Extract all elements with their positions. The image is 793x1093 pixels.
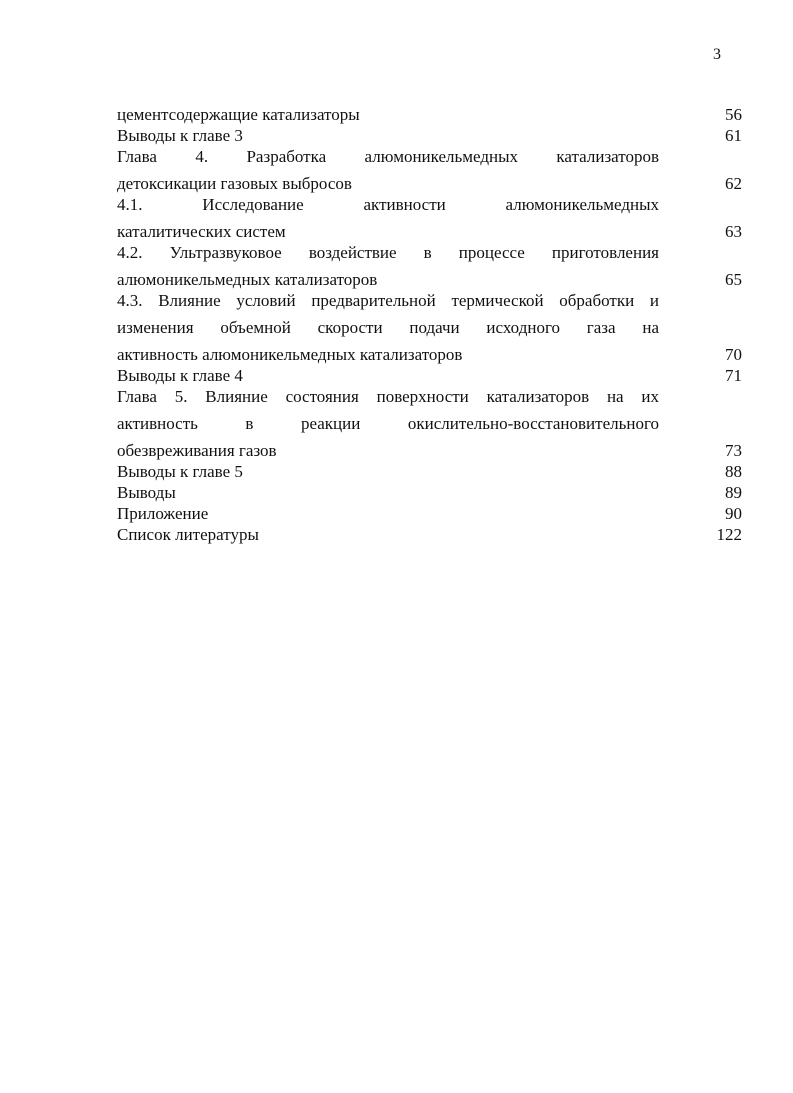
toc-entry-line: Глава 4. Разработка алюмоникельмедных катализаторов xyxy=(117,147,659,166)
toc-entry xyxy=(117,386,742,461)
toc-entry-line: Выводы к главе 5 xyxy=(117,462,243,481)
toc-entry xyxy=(117,104,742,125)
toc-entry-line: Выводы к главе 3 xyxy=(117,126,243,145)
toc-entry-line: активность в реакции окислительно-восстановительного xyxy=(117,414,659,433)
toc-entry-page: 89 xyxy=(725,483,742,502)
toc-entry-line: Выводы к главе 4 xyxy=(117,366,243,385)
toc-entry xyxy=(117,524,742,545)
toc-entry-page: 90 xyxy=(725,504,742,523)
table-of-contents xyxy=(117,104,742,545)
toc-entry-line: Выводы xyxy=(117,483,176,502)
toc-entry-page: 88 xyxy=(725,462,742,481)
toc-entry-line: детоксикации газовых выбросов xyxy=(117,174,352,193)
toc-entry xyxy=(117,146,742,194)
page-number: 3 xyxy=(713,46,721,63)
toc-entry-page: 71 xyxy=(725,366,742,385)
toc-entry-line: активность алюмоникельмедных катализаторов xyxy=(117,345,463,364)
toc-entry-page: 73 xyxy=(725,441,742,460)
toc-entry xyxy=(117,194,742,242)
toc-entry-line: цементсодержащие катализаторы xyxy=(117,105,360,124)
toc-entry xyxy=(117,365,742,386)
toc-entry-page: 61 xyxy=(725,126,742,145)
toc-entry-page: 65 xyxy=(725,270,742,289)
toc-entry-line: Глава 5. Влияние состояния поверхности катализаторов на их xyxy=(117,387,659,406)
toc-entry-page: 56 xyxy=(725,105,742,124)
toc-entry-page: 70 xyxy=(725,345,742,364)
toc-entry-line: изменения объемной скорости подачи исходного газа на xyxy=(117,318,659,337)
toc-entry xyxy=(117,482,742,503)
toc-entry-page: 122 xyxy=(716,525,742,544)
toc-entry-line: 4.2. Ультразвуковое воздействие в процессе приготовления xyxy=(117,243,659,262)
toc-entry xyxy=(117,290,742,365)
toc-entry-page: 63 xyxy=(725,222,742,241)
toc-entry-line: каталитических систем xyxy=(117,222,286,241)
toc-entry xyxy=(117,125,742,146)
toc-entry-line: Приложение xyxy=(117,504,209,523)
toc-entry-line: обезвреживания газов xyxy=(117,441,277,460)
toc-entry-line: 4.1. Исследование активности алюмоникельмедных xyxy=(117,195,659,214)
toc-entry-line: алюмоникельмедных катализаторов xyxy=(117,270,378,289)
toc-entry-page: 62 xyxy=(725,174,742,193)
toc-entry xyxy=(117,242,742,290)
toc-entry xyxy=(117,461,742,482)
toc-entry-line: Список литературы xyxy=(117,525,259,544)
toc-entry-line: 4.3. Влияние условий предварительной термической обработки и xyxy=(117,291,659,310)
toc-entry xyxy=(117,503,742,524)
